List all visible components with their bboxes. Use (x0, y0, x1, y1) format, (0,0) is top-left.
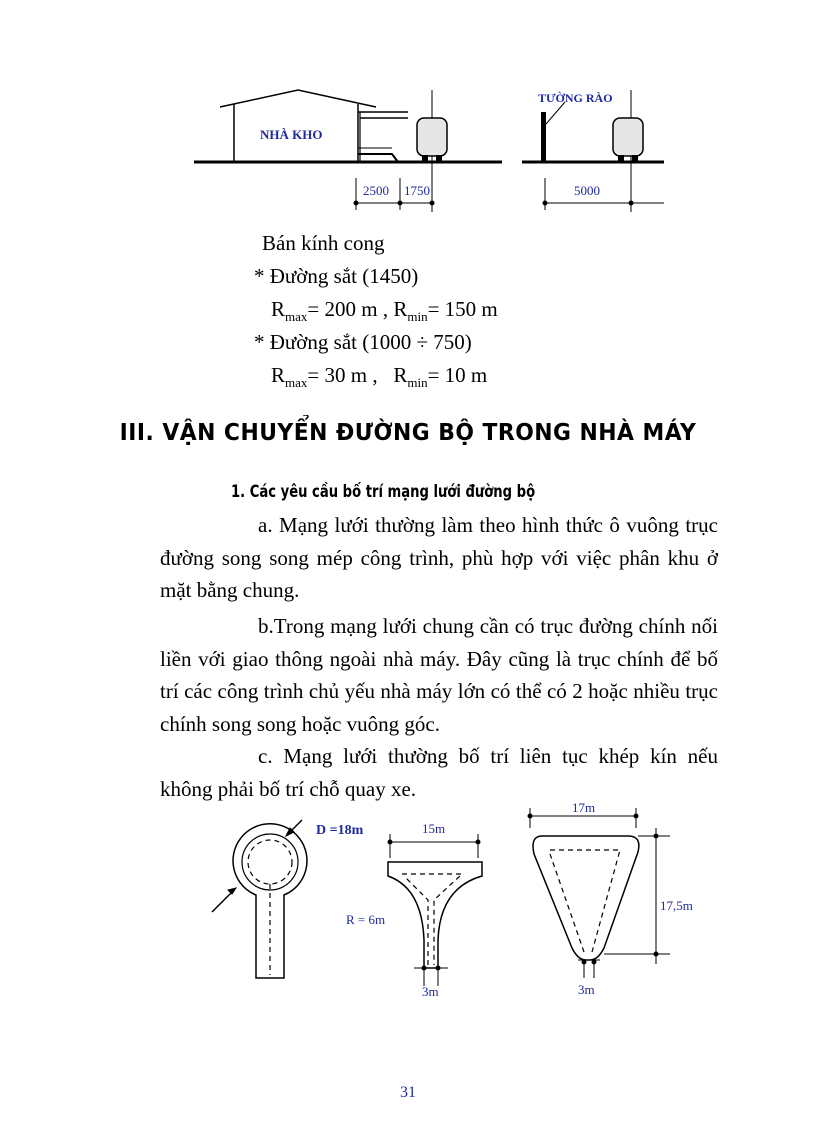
tri-road-label: 3m (578, 982, 595, 997)
fence-label: TƯỜNG RÀO (538, 91, 613, 105)
rmax-symbol: R (271, 297, 286, 321)
rmin-symbol: R (393, 297, 408, 321)
rail-1000-radius (271, 363, 488, 390)
t-width-label: 15m (422, 821, 446, 836)
circle-diameter-label: D =18m (316, 823, 364, 838)
radius-title: Bán kính cong (262, 231, 385, 255)
rail-1450-radius (271, 297, 498, 324)
t-turnaround (388, 834, 482, 986)
t-radius-label: R = 6m (346, 912, 386, 927)
triangle-turnaround (528, 808, 670, 978)
paragraph-c: c. Mạng lưới thường bố trí liên tục khép kín nếu không phải bố trí chỗ quay xe. (160, 744, 718, 801)
paragraph-b: b.Trong mạng lưới chung cần có trục đường chính nối liền với giao thông ngoài nhà máy. Đây cũng là trục chính để bố trí các công trình chủ yếu nhà máy lớn có thể có 2 hoặc nhiều trục chính song song hoặc vuông góc. (160, 614, 718, 736)
rail-wagon-right (613, 118, 643, 162)
rail-1000-label: * Đường sắt (1000 ÷ 750) (254, 330, 472, 354)
rmax-subscript: max (285, 375, 308, 390)
subsection-heading: 1. Các yêu cầu bố trí mạng lưới đường bộ (231, 482, 536, 502)
dim-label-2500: 2500 (363, 183, 389, 198)
circle-turnaround (212, 820, 307, 978)
paragraph-a: a. Mạng lưới thường làm theo hình thức ô vuông trục đường song song mép công trình, phù hợp với việc phân khu ở mặt bằng chung. (160, 513, 718, 602)
warehouse-label: NHÀ KHO (260, 127, 323, 142)
tri-width-label: 17m (572, 800, 596, 815)
warehouse-drawing (220, 90, 408, 162)
rmax-value: = 30 m , (307, 363, 378, 387)
section-heading: III. VẬN CHUYỂN ĐƯỜNG BỘ TRONG NHÀ MÁY (119, 420, 697, 446)
rmax-subscript: max (285, 309, 308, 324)
rmin-value: = 150 m (427, 297, 498, 321)
tri-height-label: 17,5m (660, 898, 693, 913)
rmax-value: = 200 m , (307, 297, 389, 321)
dimension-line-right (543, 178, 664, 210)
page-number: 31 (400, 1084, 416, 1101)
rmin-symbol: R (393, 363, 408, 387)
dim-label-5000: 5000 (574, 183, 600, 198)
dim-label-1750: 1750 (404, 183, 430, 198)
rail-1450-label: * Đường sắt (1450) (254, 264, 419, 288)
t-road-label: 3m (422, 984, 439, 999)
rmin-subscript: min (407, 375, 428, 390)
rmax-symbol: R (271, 363, 286, 387)
rmin-value: = 10 m (427, 363, 488, 387)
turnaround-figure (200, 800, 720, 1000)
warehouse-fence-figure (180, 82, 680, 212)
rmin-subscript: min (407, 309, 428, 324)
